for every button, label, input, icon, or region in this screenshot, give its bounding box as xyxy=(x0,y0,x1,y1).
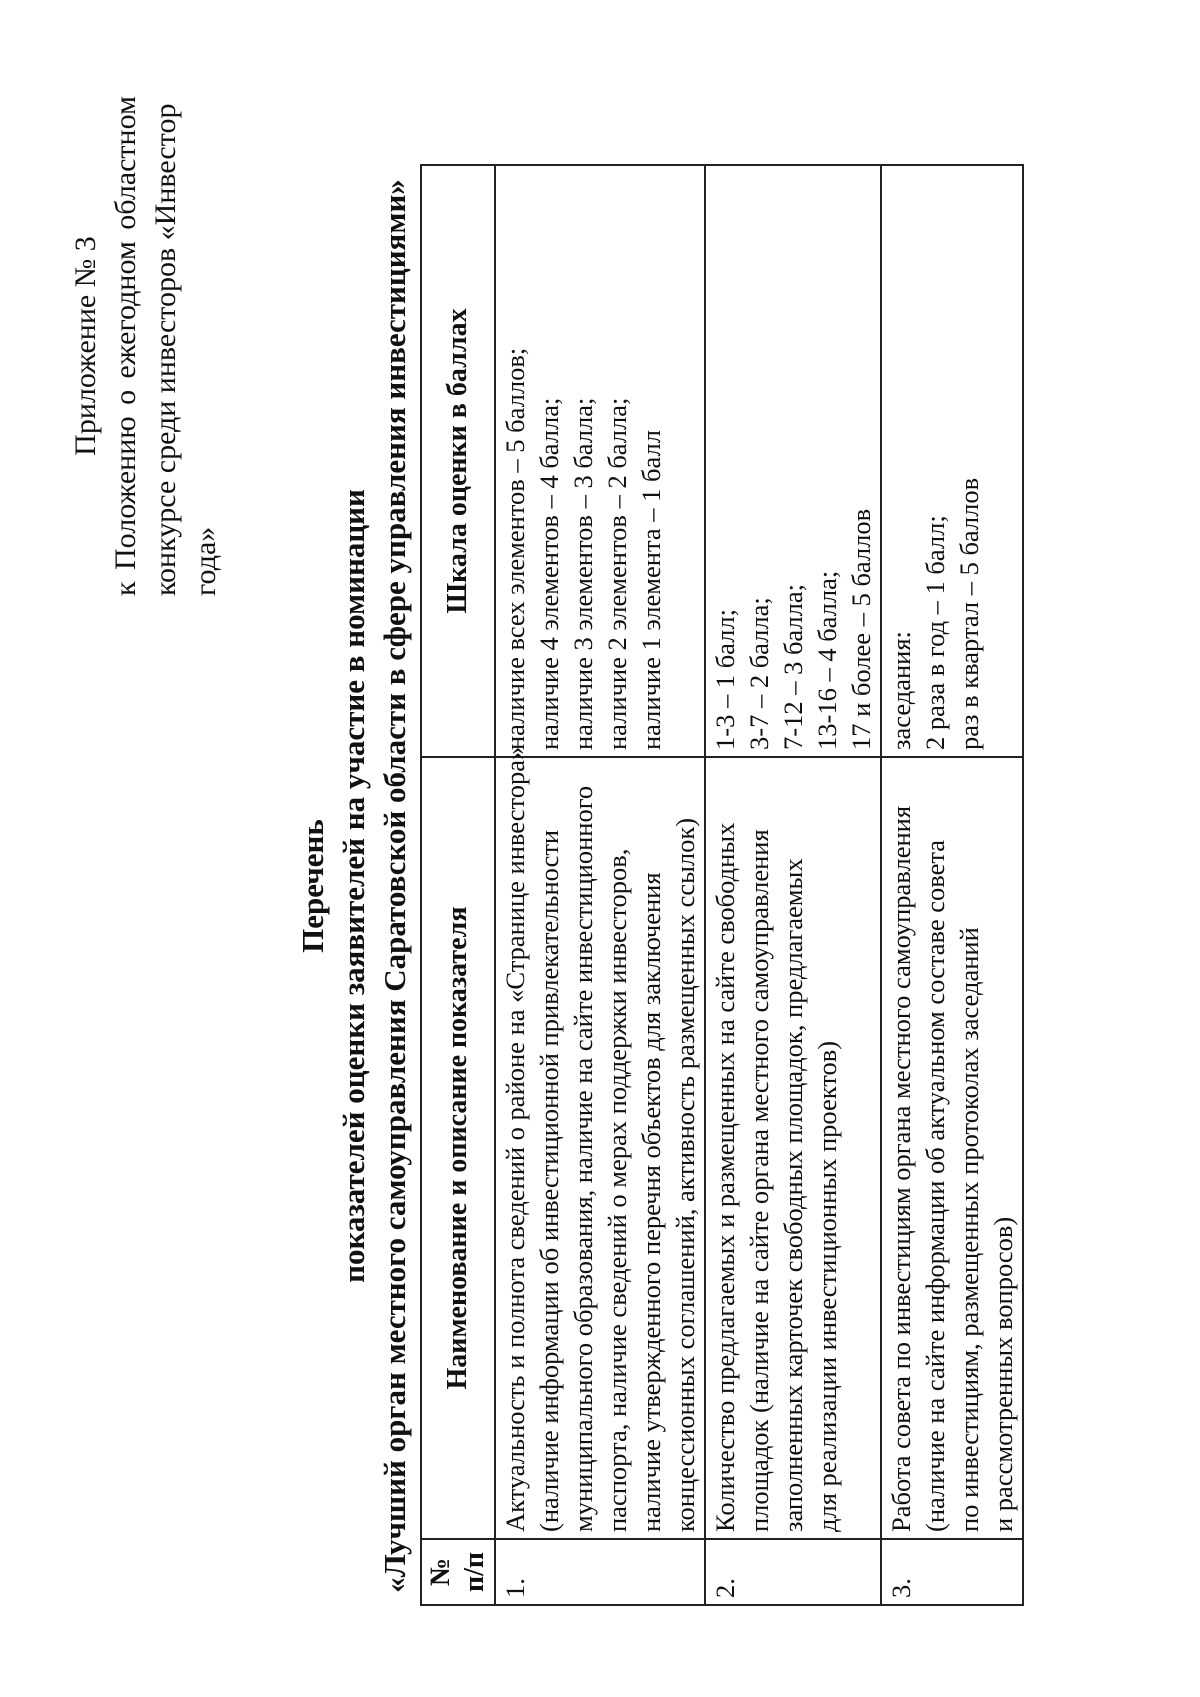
score-line: наличие 1 элемента – 1 балл xyxy=(636,430,666,750)
description-line: концессионных соглашений, активность размещенных ссылок) xyxy=(670,817,700,1532)
table-row xyxy=(705,165,881,1605)
appendix-line-2: конкурсе среди инвесторов «Инвестор года» xyxy=(149,103,222,596)
heading-subtitle: показателей оценки заявителей на участие в номинации xyxy=(336,489,371,1283)
criteria-table xyxy=(420,164,1024,1606)
description-line: Количество предлагаемых и размещенных на сайте свободных xyxy=(710,822,740,1532)
description-line: паспорта, наличие сведений о мерах поддержки инвесторов, xyxy=(602,848,632,1532)
score-line: наличие 3 элементов – 3 балла; xyxy=(568,397,598,750)
indicator-description xyxy=(881,757,1023,1539)
description-line: Актуальность и полнота сведений о районе на «Странице инвестора» xyxy=(500,746,530,1532)
appendix-title: Приложение № 3 xyxy=(69,236,102,456)
header-scale: Шкала оценки в баллах xyxy=(421,165,495,757)
score-scale xyxy=(881,165,1023,757)
appendix-line-1: к Положению о ежегодном областном xyxy=(109,96,142,596)
score-line: наличие всех элементов – 5 баллов; xyxy=(500,347,530,750)
row-number: 3. xyxy=(881,1539,1023,1605)
score-line: наличие 4 элементов – 4 балла; xyxy=(534,397,564,750)
description-line: заполненных карточек свободных площадок, предлагаемых xyxy=(778,858,808,1532)
score-line: наличие 2 элементов – 2 балла; xyxy=(602,397,632,750)
table-row xyxy=(495,165,705,1605)
document-heading xyxy=(292,166,415,1606)
score-scale xyxy=(705,165,881,757)
header-number xyxy=(421,1539,495,1605)
table-row xyxy=(881,165,1023,1605)
row-number: 1. xyxy=(495,1539,705,1605)
header-number-sign: № xyxy=(425,1557,456,1587)
description-line: (наличие на сайте информации об актуальном составе совета xyxy=(920,839,950,1532)
score-line: 1-3 – 1 балл; xyxy=(710,609,740,750)
score-line: 3-7 – 2 балла; xyxy=(744,597,774,750)
description-line: по инвестициям, размещенных протоколах заседаний xyxy=(954,927,984,1532)
heading-nomination: «Лучший орган местного самоуправления Саратовской области в сфере управления инвестициями» xyxy=(377,179,412,1593)
heading-title: Перечень xyxy=(295,819,330,953)
score-scale xyxy=(495,165,705,757)
appendix-reference xyxy=(66,96,226,596)
score-line: 2 раза в год – 1 балл; xyxy=(920,515,950,750)
header-number-abbr: п/п xyxy=(459,1551,490,1593)
table-body xyxy=(495,165,1023,1605)
description-line: муниципального образования, наличие на сайте инвестиционного xyxy=(568,785,598,1532)
row-number: 2. xyxy=(705,1539,881,1605)
description-line: наличие утвержденного перечня объектов для заключения xyxy=(636,872,666,1532)
score-line: 7-12 – 3 балла; xyxy=(778,583,808,750)
score-line: 17 и более – 5 баллов xyxy=(846,508,876,750)
indicator-description xyxy=(705,757,881,1539)
description-line: и рассмотренных вопросов) xyxy=(988,1216,1018,1532)
score-line: 13-16 – 4 балла; xyxy=(812,570,842,750)
table-header-row xyxy=(421,165,495,1605)
score-line: раз в квартал – 5 баллов xyxy=(954,477,984,750)
description-line: (наличие информации об инвестиционной привлекательности xyxy=(534,829,564,1532)
document-page xyxy=(60,86,1020,1606)
description-line: Работа совета по инвестициям органа местного самоуправления xyxy=(886,805,916,1532)
indicator-description xyxy=(495,746,705,1539)
description-line: площадок (наличие на сайте органа местного самоуправления xyxy=(744,829,774,1532)
score-line: заседания: xyxy=(886,631,916,750)
header-name: Наименование и описание показателя xyxy=(421,757,495,1539)
description-line: для реализации инвестиционных проектов) xyxy=(812,1040,842,1532)
